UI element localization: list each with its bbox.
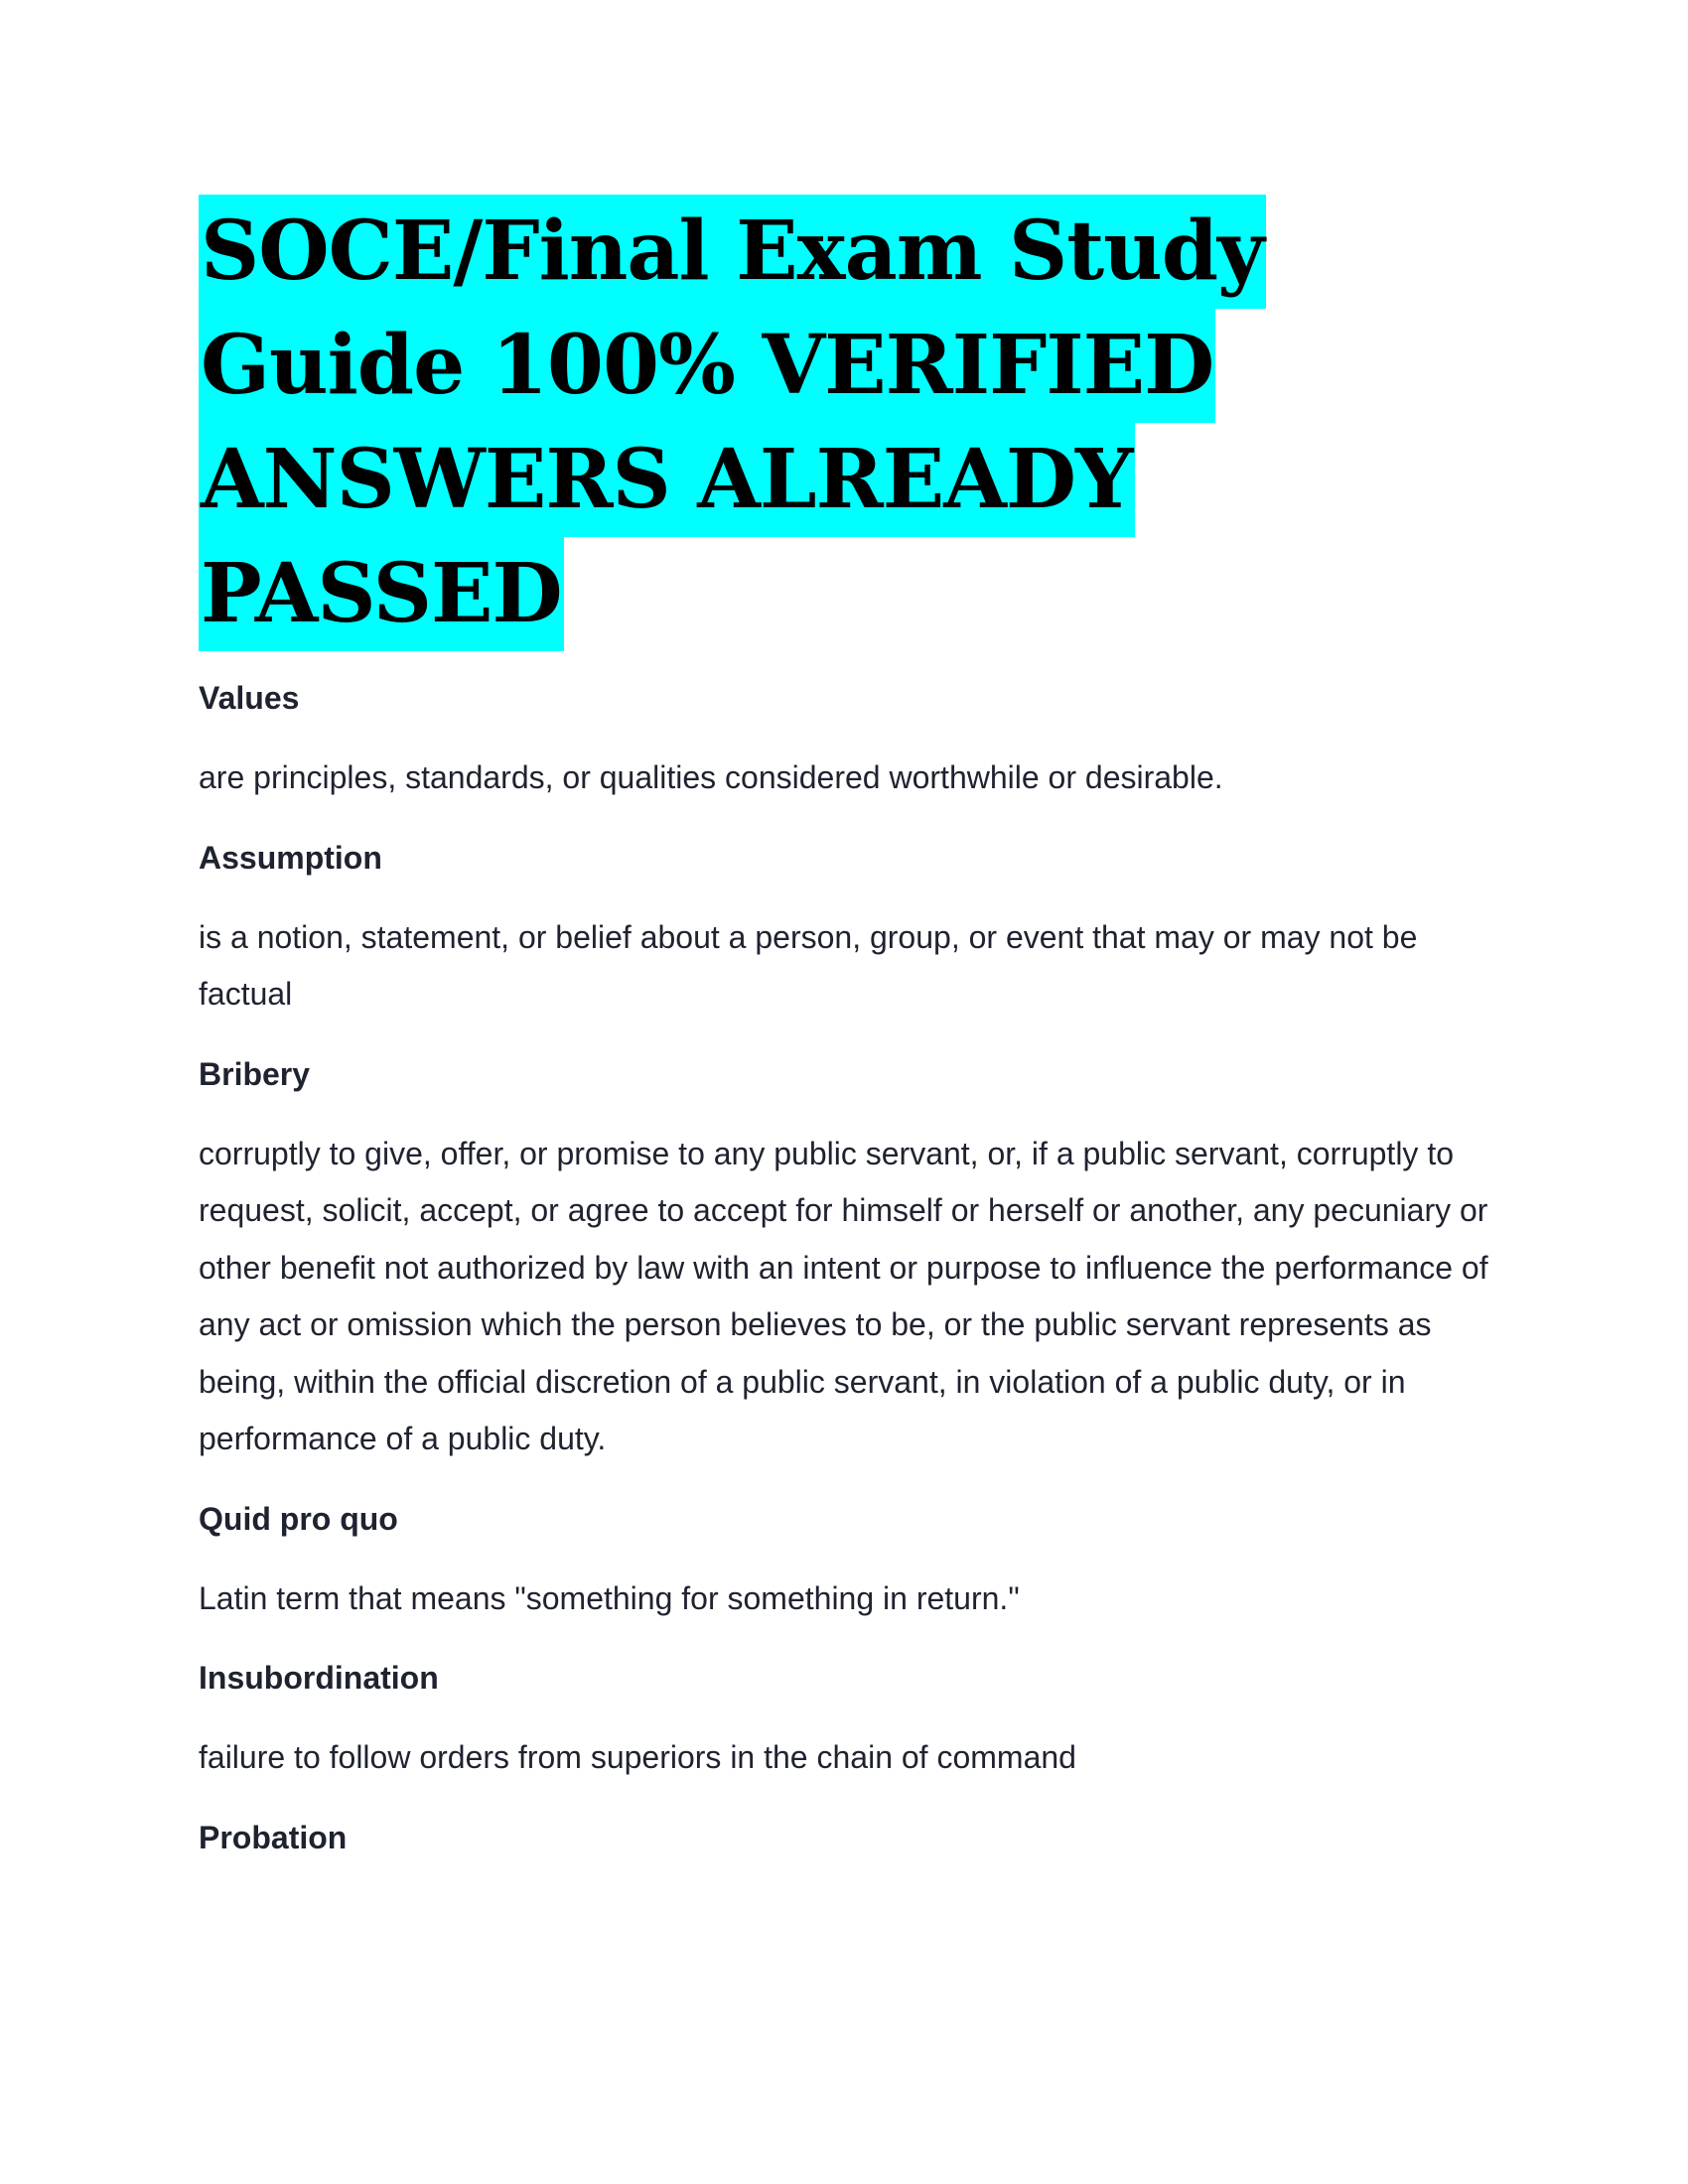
- term-definition: failure to follow orders from superiors in the chain of command: [199, 1739, 1076, 1775]
- glossary-list: [199, 670, 1489, 1866]
- term-definition: corruptly to give, offer, or promise to any public servant, or, if a public servant, corruptly to request, solicit, accept, or agree to accept for himself or herself or another, any pecuniary or other benefit not authorized by law with an intent or purpose to influence the performance of any act or omission which the person believes to be, or the public servant represents as being, within the official discretion of a public servant, in violation of a public duty, or in performance of a public duty.: [199, 1135, 1488, 1456]
- term-heading: Probation: [199, 1819, 348, 1855]
- term-heading: Insubordination: [199, 1660, 439, 1696]
- term-definition: is a notion, statement, or belief about a person, group, or event that may or may not be factual: [199, 918, 1418, 1012]
- title-line: Guide 100% VERIFIED: [199, 309, 1215, 423]
- term-heading: Values: [199, 680, 300, 716]
- term-heading: Assumption: [199, 839, 382, 876]
- title-line: SOCE/Final Exam Study: [199, 195, 1266, 309]
- title-line: ANSWERS ALREADY: [199, 423, 1135, 537]
- term-definition: Latin term that means "something for something in return.": [199, 1579, 1020, 1616]
- term-heading: Quid pro quo: [199, 1500, 398, 1537]
- title-line: PASSED: [199, 537, 564, 651]
- term-definition: are principles, standards, or qualities considered worthwhile or desirable.: [199, 759, 1223, 795]
- term-heading: Bribery: [199, 1055, 311, 1092]
- document-title: [199, 195, 1489, 651]
